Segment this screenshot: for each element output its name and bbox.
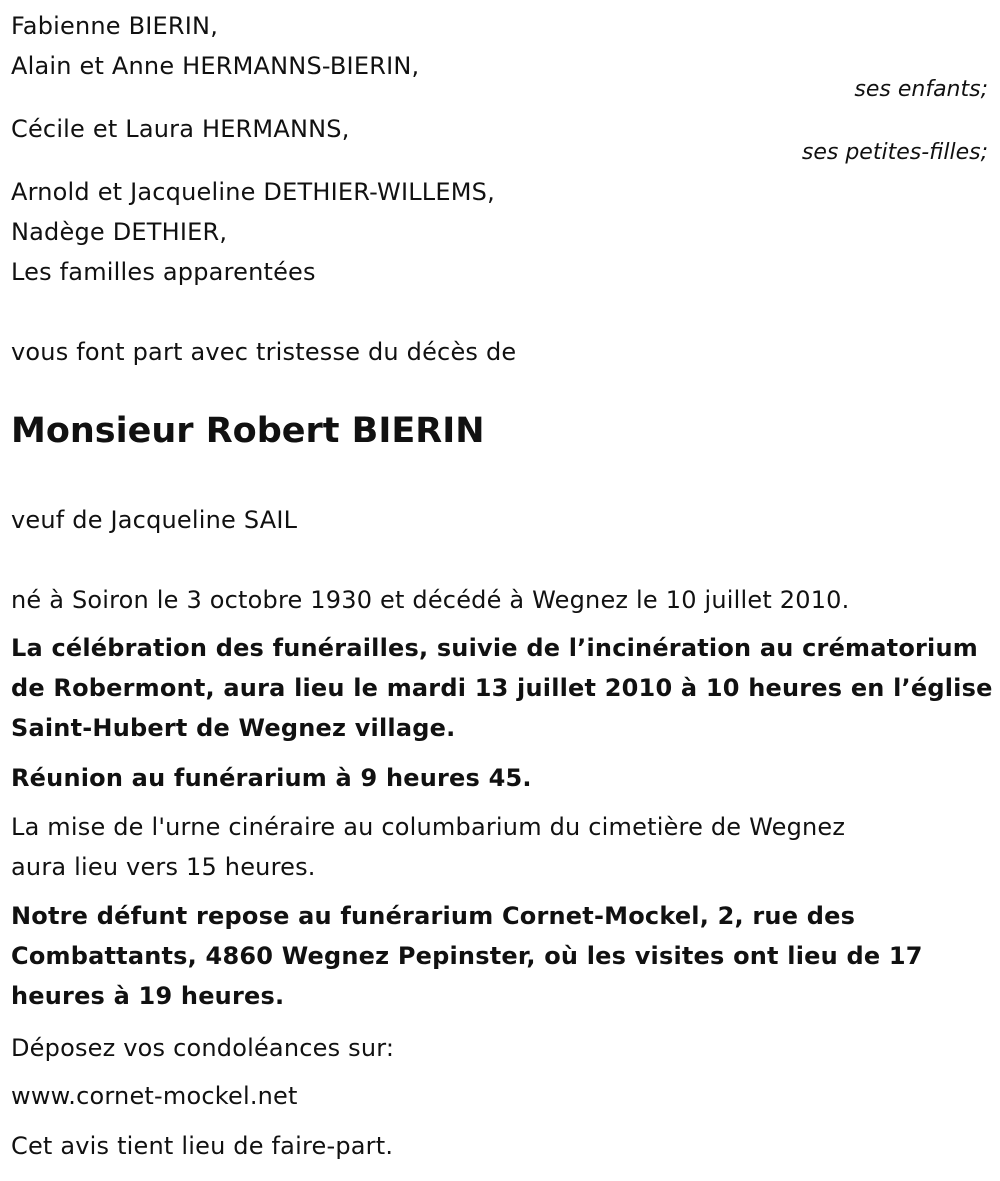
announcement-intro: vous font part avec tristesse du décès de (11, 338, 517, 366)
notice-disclaimer: Cet avis tient lieu de faire-part. (11, 1132, 394, 1160)
birth-death-dates: né à Soiron le 3 octobre 1930 et décédé à Wegnez le 10 juillet 2010. (11, 586, 850, 614)
visitation-line-3: heures à 19 heures. (11, 982, 285, 1010)
family-line-related-families: Les familles apparentées (11, 258, 316, 286)
reunion-line: Réunion au funérarium à 9 heures 45. (11, 764, 532, 792)
urn-line-2: aura lieu vers 15 heures. (11, 853, 316, 881)
children-role-label: ses enfants; (854, 77, 988, 102)
condolences-label: Déposez vos condoléances sur: (11, 1034, 395, 1062)
grandchildren-role-label: ses petites-filles; (801, 140, 988, 165)
family-line-arnold-jacqueline: Arnold et Jacqueline DETHIER-WILLEMS, (11, 178, 495, 206)
family-line-alain-anne: Alain et Anne HERMANNS-BIERIN, (11, 52, 420, 80)
visitation-line-2: Combattants, 4860 Wegnez Pepinster, où les visites ont lieu de 17 (11, 942, 923, 970)
family-line-fabienne: Fabienne BIERIN, (11, 12, 219, 40)
ceremony-line-1: La célébration des funérailles, suivie de l’incinération au crématorium (11, 634, 978, 662)
visitation-line-1: Notre défunt repose au funérarium Cornet-Mockel, 2, rue des (11, 902, 856, 930)
family-line-nadege: Nadège DETHIER, (11, 218, 228, 246)
condolences-website-link[interactable]: www.cornet-mockel.net (11, 1082, 298, 1110)
widower-of: veuf de Jacqueline SAIL (11, 506, 298, 534)
deceased-name: Monsieur Robert BIERIN (11, 411, 485, 451)
urn-line-1: La mise de l'urne cinéraire au columbarium du cimetière de Wegnez (11, 813, 846, 841)
ceremony-line-2: de Robermont, aura lieu le mardi 13 juillet 2010 à 10 heures en l’église (11, 674, 993, 702)
ceremony-line-3: Saint-Hubert de Wegnez village. (11, 714, 456, 742)
family-line-cecile-laura: Cécile et Laura HERMANNS, (11, 115, 350, 143)
